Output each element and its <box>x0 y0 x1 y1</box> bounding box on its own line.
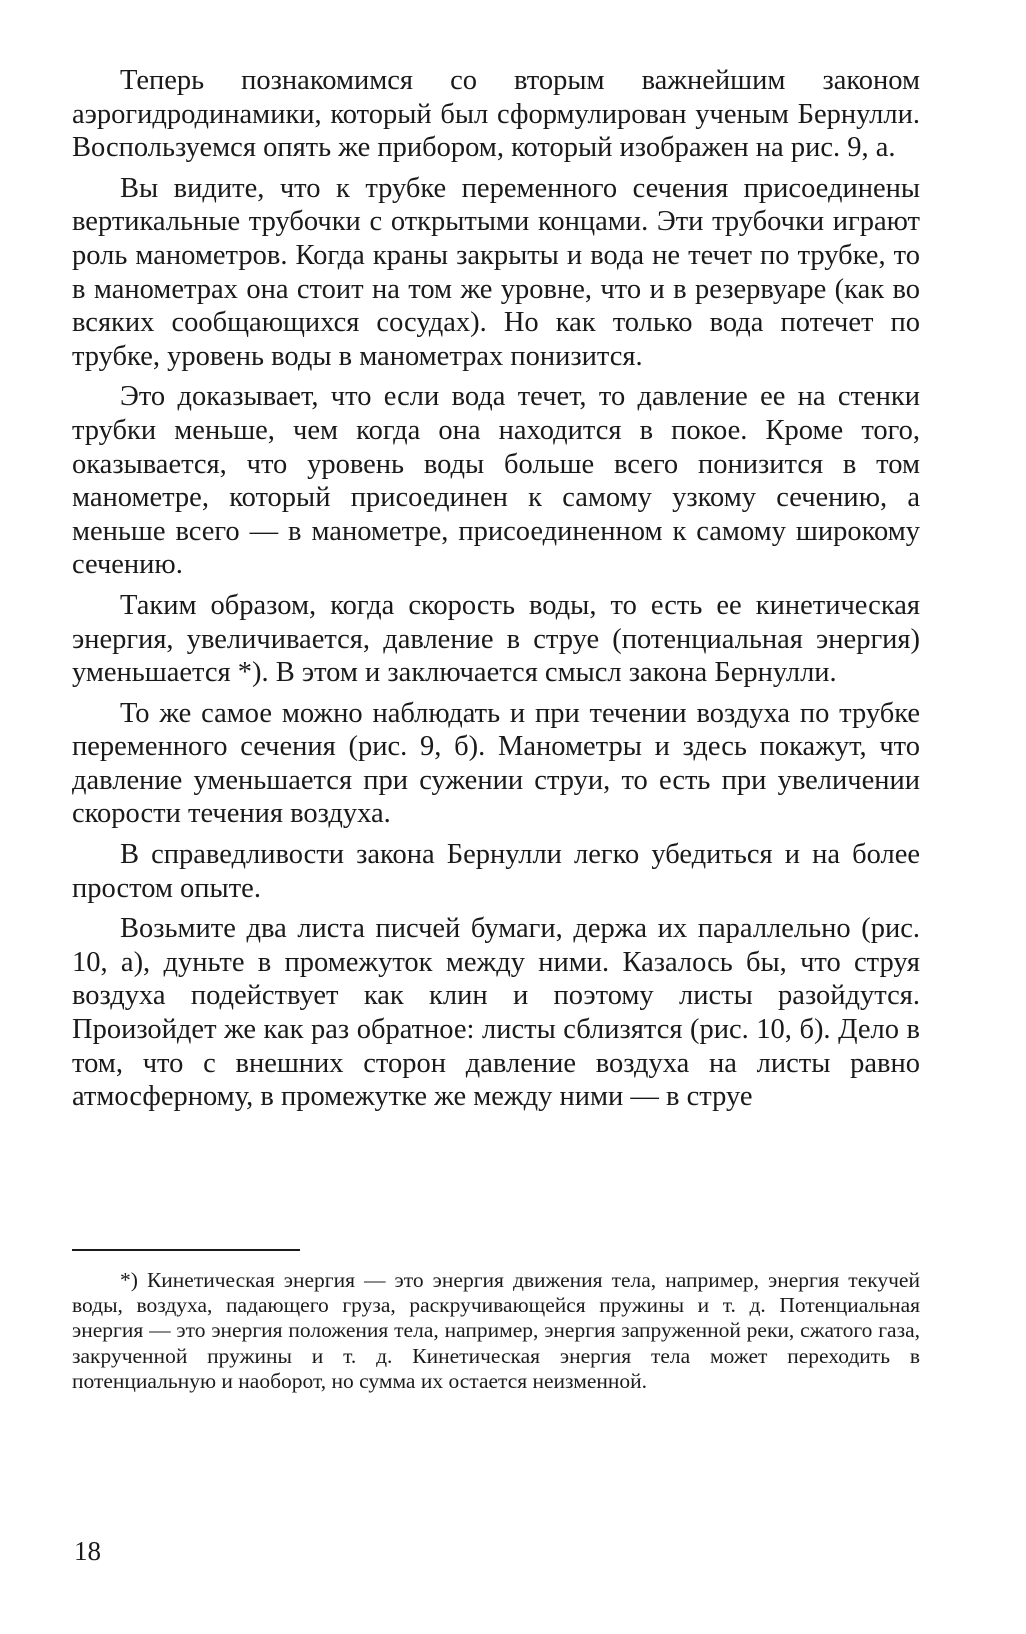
footnote-separator <box>72 1249 300 1251</box>
paragraph-paper-sheets: Возьмите два листа писчей бумаги, держа их параллельно (рис. 10, а), дуньте в промежуток между ними. Казалось бы, что струя воздуха подействует как клин и поэтому листы разойдутся. Произойдет же как раз обратное: листы сблизятся (рис. 10, б). Дело в том, что с внешних сторон давление воздуха на листы равно атмосферному, в промежутке же между ними — в струе <box>72 913 920 1113</box>
paragraph-bernoulli-intro: Теперь познакомимся со вторым важнейшим законом аэрогидродинамики, который был сформулирован ученым Бернулли. Воспользуемся опять же прибором, который изображен на рис. 9, а. <box>72 65 920 164</box>
paragraph-pressure-drop: Это доказывает, что если вода течет, то давление ее на стенки трубки меньше, чем когда она находится в покое. Кроме того, оказывается, что уровень воды больше всего понизится в том манометре, который присоединен к самому узкому сечению, а меньше всего — в манометре, присоединенном к самому широкому сечению. <box>72 381 920 581</box>
paragraph-simple-experiment: В справедливости закона Бернулли легко убедиться и на более простом опыте. <box>72 839 920 904</box>
paragraph-manometers: Вы видите, что к трубке переменного сечения присоединены вертикальные трубочки с открытыми концами. Эти трубочки играют роль манометров. Когда краны закрыты и вода не течет по трубке, то в манометрах она стоит на том же уровне, что и в резервуаре (как во всяких сообщающихся сосудах). Но как только вода потечет по трубке, уровень воды в манометрах понизится. <box>72 172 920 372</box>
page-body <box>72 64 920 1114</box>
paragraph-air-flow: То же самое можно наблюдать и при течении воздуха по трубке переменного сечения (рис. 9, б). Манометры и здесь покажут, что давление уменьшается при сужении струи, то есть при увеличении скорости течения воздуха. <box>72 697 920 830</box>
footnote: *) Кинетическая энергия — это энергия движения тела, например, энергия текучей воды, воздуха, падающего груза, раскручивающейся пружины и т. д. Потенциальная энергия — это энергия положения тела, например, энергия запруженной реки, сжатого газа, закрученной пружины и т. д. Кинетическая энергия тела может переходить в потенциальную и наоборот, но сумма их остается неизменной. <box>72 1268 920 1393</box>
page-number: 18 <box>74 1536 101 1566</box>
paragraph-bernoulli-meaning: Таким образом, когда скорость воды, то есть ее кинетическая энергия, увеличивается, давление в струе (потенциальная энергия) уменьшается *). В этом и заключается смысл закона Бернулли. <box>72 589 920 689</box>
